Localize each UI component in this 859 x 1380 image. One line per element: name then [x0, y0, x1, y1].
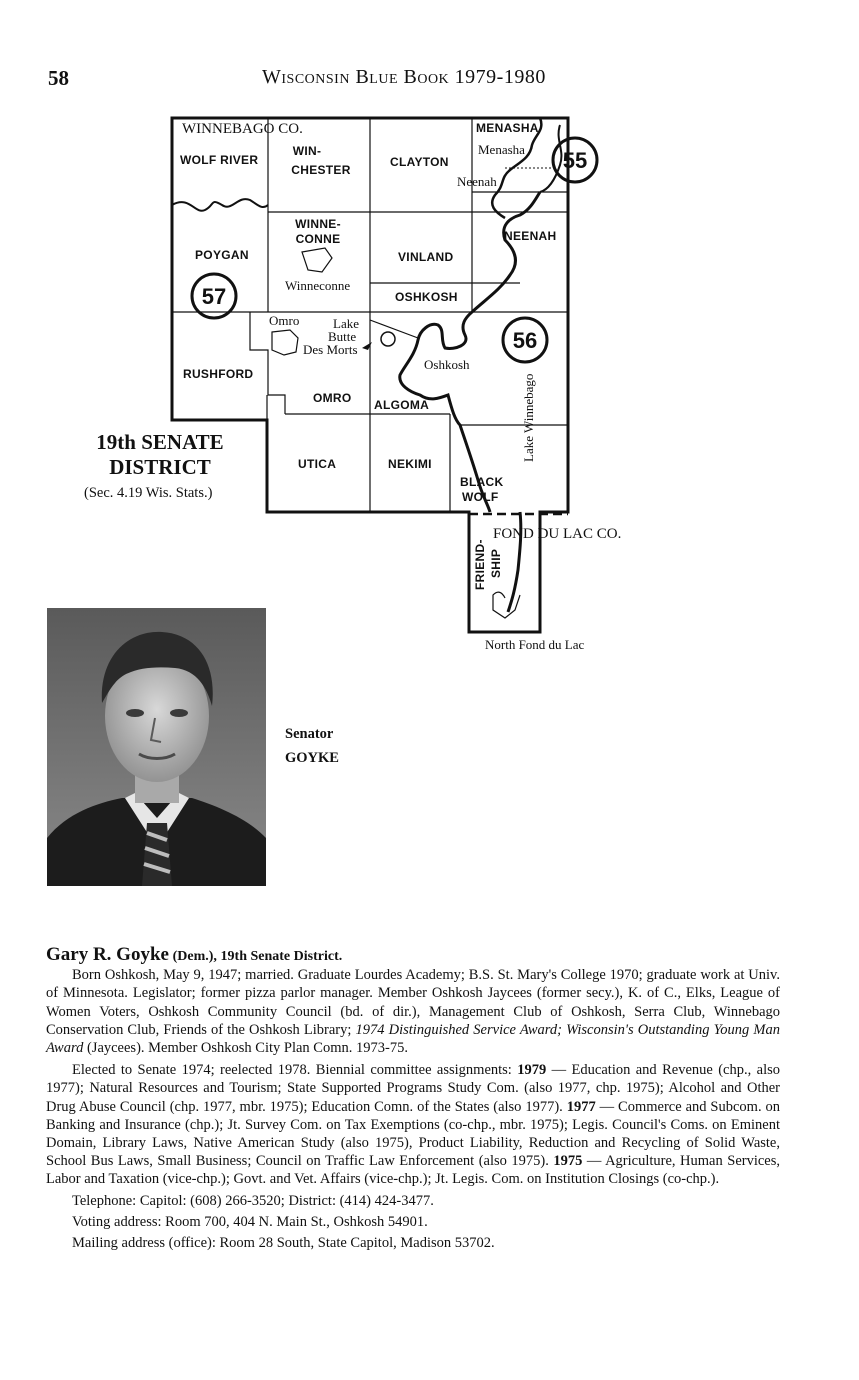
place-lake-butte-2: Butte	[328, 329, 357, 344]
town-rushford: RUSHFORD	[183, 367, 254, 381]
bio-paragraph-legislative	[46, 1061, 780, 1188]
senator-portrait	[47, 608, 266, 886]
town-winchester-1: WIN-	[292, 144, 322, 158]
place-lake-butte-3: Des Morts	[303, 342, 358, 357]
bio-party: (Dem.),	[172, 949, 217, 964]
bio-heading	[46, 946, 780, 966]
place-lake-butte-1: Lake	[333, 316, 359, 331]
town-oshkosh: OSHKOSH	[395, 290, 458, 304]
running-head: Wisconsin Blue Book 1979-1980	[262, 66, 546, 88]
district-title-line1: 19th SENATE	[96, 430, 224, 454]
place-omro: Omro	[269, 313, 300, 328]
bio-voting-address: Voting address: Room 700, 404 N. Main St., Oshkosh 54901.	[72, 1213, 428, 1230]
town-nekimi: NEKIMI	[388, 457, 432, 471]
omro-outline	[272, 330, 298, 355]
senator-caption	[285, 722, 339, 770]
district-56-label: 56	[512, 328, 538, 353]
place-north-fond-du-lac: North Fond du Lac	[485, 637, 585, 652]
page-number: 58	[48, 66, 69, 90]
bio-year-1979: 1979	[517, 1062, 547, 1079]
town-menasha: MENASHA	[476, 121, 539, 135]
bio-district: 19th Senate District.	[220, 949, 343, 964]
district-55-label: 55	[562, 148, 588, 173]
bio-p1-awards: 1974 Distinguished Service Award; Wisconsin's Outstanding Young Man Award	[46, 1021, 780, 1057]
town-winneconne-2: CONNE	[295, 232, 341, 246]
lake-butte-des-morts	[381, 332, 395, 346]
bio-p1-text: Born Oshkosh, May 9, 1947; married. Graduate Lourdes Academy; B.S. St. Mary's College 1970; graduate work at Univ. of Minnesota. Legislator; former pizza parlor manager. Member Oshkosh Jaycees (former secy.), K. of C., Elks, League of Women Voters, Oshkosh Community Council (bd. of dir.), Management Club of Oshkosh, Serra Club, Winnebago Conservation Club, Friends of the Oshkosh Library;	[46, 967, 780, 1038]
town-friendship-1: FRIEND-	[473, 539, 487, 590]
biography	[46, 946, 780, 1252]
town-clayton: CLAYTON	[390, 155, 449, 169]
bio-paragraph-personal	[46, 966, 780, 1057]
town-poygan: POYGAN	[195, 248, 249, 262]
town-winchester-2: CHESTER	[291, 163, 351, 177]
bio-name: Gary R. Goyke	[46, 944, 169, 965]
bio-telephone: Telephone: Capitol: (608) 266-3520; District: (414) 424-3477.	[72, 1192, 434, 1209]
winneconne-outline	[302, 248, 332, 272]
town-vinland: VINLAND	[398, 250, 454, 264]
town-omro: OMRO	[313, 391, 352, 405]
bio-p2-1975: — Agriculture, Human Services, Labor and Taxation (vice-chp.); Govt. and Vet. Affairs (vice-chp.); Jt. Legis. Com. on Institution Closings (co-chp.).	[46, 1153, 780, 1188]
bio-p2-1977: — Commerce and Subcom. on Banking and Insurance (chp.); Jt. Survey Com. on Tax Exemptions (co-chp., mbr. 1975); Legis. Council's Coms. on Eminent Domain, Library Laws, Native American Study (also 1975), Product Liability, Reduction and Recycling of Solid Waste, School Bus Laws, Small Business; Council on Traffic Law Enforcement (also 1975).	[46, 1098, 780, 1170]
town-friendship-2: SHIP	[489, 548, 503, 578]
place-oshkosh: Oshkosh	[424, 357, 470, 372]
town-algoma: ALGOMA	[374, 398, 430, 412]
district-statute: (Sec. 4.19 Wis. Stats.)	[84, 485, 213, 501]
bio-p2-text: Elected to Senate 1974; reelected 1978. Biennial committee assignments:	[72, 1062, 518, 1079]
town-winneconne-1: WINNE-	[295, 217, 341, 231]
senator-title: Senator	[285, 726, 334, 742]
bio-p1-tail: (Jaycees). Member Oshkosh City Plan Comn. 1973-75.	[83, 1040, 408, 1057]
bio-year-1975: 1975	[553, 1153, 583, 1170]
place-neenah: Neenah	[457, 174, 497, 189]
district-title	[70, 430, 250, 480]
town-neenah: NEENAH	[504, 229, 557, 243]
district-map	[0, 0, 859, 680]
town-wolf-river: WOLF RIVER	[180, 153, 259, 167]
town-black-wolf-2: WOLF	[462, 490, 499, 504]
town-utica: UTICA	[298, 457, 337, 471]
place-menasha: Menasha	[478, 142, 525, 157]
county-label-fond-du-lac: FOND DU LAC CO.	[493, 526, 622, 542]
town-black-wolf-1: BLACK	[460, 475, 504, 489]
bio-p2-1979: — Education and Revenue (chp., also 1977); Natural Resources and Tourism; State Supported Programs Study Com. (also 1977, chp. 1975); Alcohol and Other Drug Abuse Council (chp. 1977, mbr. 1975); Education Comn. of the States (also 1977).	[46, 1062, 780, 1115]
bio-year-1977: 1977	[566, 1098, 596, 1115]
district-57-label: 57	[201, 284, 227, 309]
bio-mailing-address: Mailing address (office): Room 28 South, State Capitol, Madison 53702.	[72, 1235, 495, 1252]
place-lake-winnebago: Lake Winnebago	[521, 373, 536, 462]
place-winneconne: Winneconne	[285, 278, 351, 293]
wolf-river-line	[172, 199, 268, 211]
district-title-line2: DISTRICT	[109, 455, 211, 479]
senator-name: GOYKE	[285, 750, 339, 766]
county-label-winnebago: WINNEBAGO CO.	[182, 121, 303, 137]
